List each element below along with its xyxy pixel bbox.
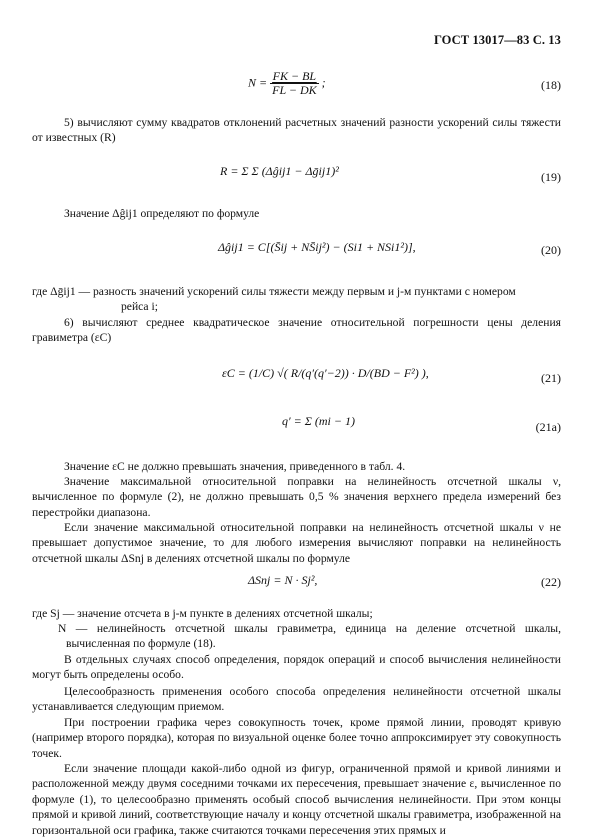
where-delta-g: где Δḡij1 — разность значений ускорений силы тяжести между первым и j-м пунктами с номером (32, 285, 516, 298)
paragraph-expediency: Целесообразность применения особого способа определения нелинейности отсчетной шкалы устанавливается следующим приемом. (32, 685, 561, 714)
eq19-number: (19) (541, 170, 561, 184)
equation-19: R = Σ Σ (Δĝij1 − Δḡij1)² (220, 164, 339, 178)
paragraph-epsilon-limit: Значение εC не должно превышать значения, приведенного в табл. 4. (64, 460, 406, 473)
eq20-number: (20) (541, 243, 561, 257)
eq22-number: (22) (541, 575, 561, 589)
page-header: ГОСТ 13017—83 С. 13 (433, 33, 561, 47)
paragraph-nonlinearity-correction: Если значение максимальной относительной поправки на нелинейность отсчетной шкалы ν не превышает допустимое значение, то для любого измерения вычисляют поправки на нелинейность отсчетной шкалы ΔSnj в делениях отсчетной шкалы по формуле (32, 521, 561, 565)
where-delta-g-cont: рейса i; (121, 300, 158, 313)
eq18-tail: ; (321, 75, 326, 90)
eq18-lhs: N = (248, 75, 268, 90)
paragraph-nonlinearity-max: Значение максимальной относительной поправки на нелинейность отсчетной шкалы ν, вычисленное по формуле (2), не должно превышать 0,5 % значения верхнего предела измерений без перестройки диапазона. (32, 475, 561, 519)
equation-18 (248, 70, 326, 97)
paragraph-step5: 5) вычисляют сумму квадратов отклонений расчетных значений разности ускорений силы тяжести от известных (R) (32, 116, 561, 145)
equation-21a: q′ = Σ (mi − 1) (282, 414, 355, 428)
eq18-fraction (270, 70, 319, 97)
equation-22: ΔSnj = N · Sj², (248, 573, 318, 587)
where-n: N — нелинейность отсчетной шкалы гравиметра, единица на деление отсчетной шкалы, вычисленная по формуле (18). (58, 622, 561, 651)
paragraph-area: Если значение площади какой-либо одной из фигур, ограниченной прямой и кривой линиями и расположенной между двумя соседними точками их пересечения, превышает значение ε, вычисленное по формуле (1), то целесообразно применять особый способ вычисления нелинейности. При этом концы прямой и кривой линий, соответствующие началу и концу отсчетной шкалы гравиметра, изображенной на горизонтальной оси графика, также считаются точками пересечения этих прямых и (32, 762, 561, 837)
paragraph-step6: 6) вычисляют среднее квадратическое значение относительной погрешности цены деления гравиметра (εC) (32, 316, 561, 345)
eq18-number: (18) (541, 78, 561, 92)
eq18-denominator: FL − DK (272, 83, 317, 97)
paragraph-special-cases: В отдельных случаях способ определения, порядок операций и способ вычисления нелинейности могут быть определены особо. (32, 653, 561, 682)
where-s-j: где Sj — значение отсчета в j-м пункте в делениях отсчетной шкалы; (32, 607, 373, 620)
equation-20: Δĝij1 = C[(S̄ij + NS̄ij²) − (Si1 + NSi1²)], (218, 240, 416, 254)
eq21-number: (21) (541, 371, 561, 385)
paragraph-definition: Значение Δĝij1 определяют по формуле (64, 207, 260, 220)
eq18-numerator: FK − BL (270, 70, 319, 84)
paragraph-graph: При построении графика через совокупность точек, кроме прямой линии, проводят кривую (например второго порядка), которая по визуальной оценке более точно аппроксимирует эту совокупность точек. (32, 716, 561, 760)
equation-21: εC = (1/C) √( R/(q′(q′−2)) · D/(BD − F²) ), (222, 366, 429, 380)
eq21a-number: (21a) (535, 420, 561, 434)
